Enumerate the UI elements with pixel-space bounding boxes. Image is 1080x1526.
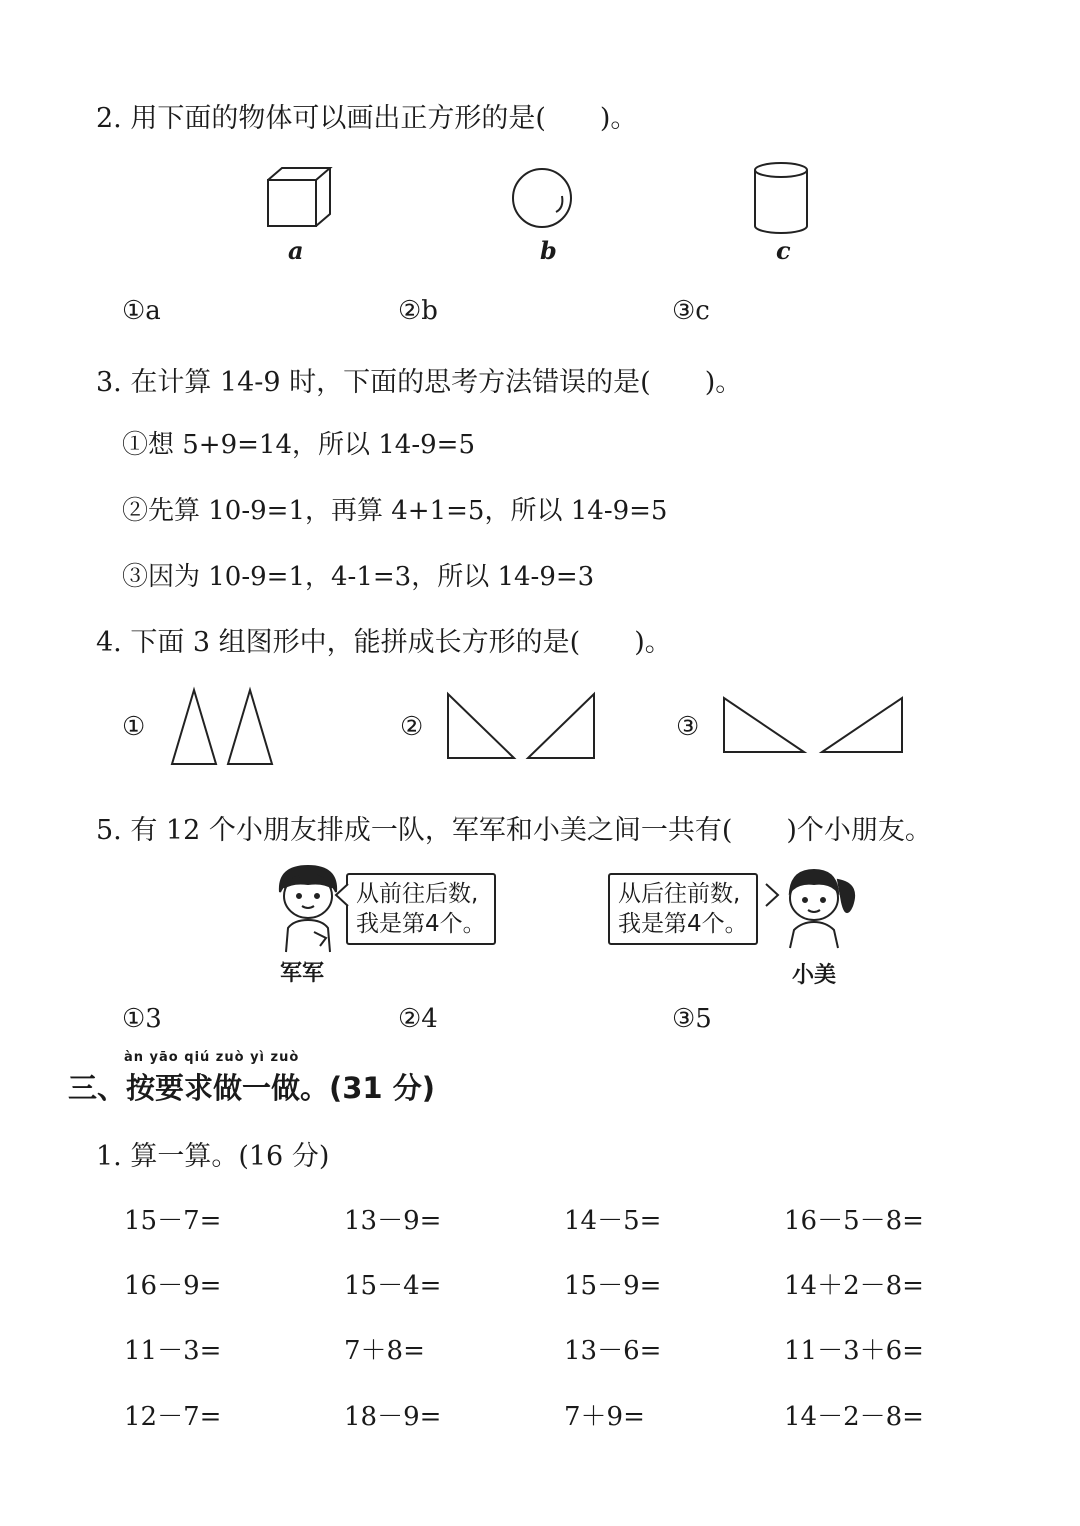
calc-item[interactable]: 16－9= bbox=[124, 1271, 222, 1301]
question-4-text: 4. 下面 3 组图形中，能拼成长方形的是( )。 bbox=[96, 627, 672, 658]
q3-option-1[interactable]: ①想 5+9=14，所以 14-9=5 bbox=[122, 430, 476, 460]
question-2-text: 2. 用下面的物体可以画出正方形的是( )。 bbox=[96, 103, 638, 134]
q4-marker-1[interactable]: ① bbox=[122, 712, 146, 742]
cube-figure bbox=[266, 166, 336, 230]
boy-speech-line-2: 我是第4个。 bbox=[356, 911, 486, 937]
boy-bubble-tail bbox=[334, 882, 348, 908]
q4-marker-2[interactable]: ② bbox=[400, 712, 424, 742]
girl-speech-line-1: 从后往前数, bbox=[618, 881, 741, 907]
girl-figure bbox=[780, 862, 860, 952]
section-3-title: 三、按要求做一做。(31 分) bbox=[68, 1071, 435, 1105]
flat-right-triangles-pair bbox=[722, 696, 906, 756]
calc-item[interactable]: 14－5= bbox=[564, 1206, 662, 1236]
section-3-pinyin: àn yāo qiú zuò yì zuò bbox=[124, 1050, 300, 1065]
calc-item[interactable]: 16－5－8= bbox=[784, 1206, 924, 1236]
girl-speech-bubble bbox=[608, 873, 758, 945]
calc-item[interactable]: 15－7= bbox=[124, 1206, 222, 1236]
figure-label-c: c bbox=[776, 236, 791, 265]
girl-speech-line-2: 我是第4个。 bbox=[618, 911, 748, 937]
calc-item[interactable]: 13－6= bbox=[564, 1336, 662, 1366]
q2-option-2[interactable]: ②b bbox=[398, 296, 438, 326]
calc-item[interactable]: 7＋8= bbox=[344, 1336, 425, 1366]
q2-option-1[interactable]: ①a bbox=[122, 296, 161, 326]
calc-item[interactable]: 15－4= bbox=[344, 1271, 442, 1301]
calc-item[interactable]: 7＋9= bbox=[564, 1402, 645, 1432]
isosceles-triangles-pair bbox=[170, 688, 280, 768]
q5-option-1[interactable]: ①3 bbox=[122, 1004, 162, 1034]
calc-item[interactable]: 14－2－8= bbox=[784, 1402, 924, 1432]
calc-title: 1. 算一算。(16 分) bbox=[96, 1141, 330, 1172]
q2-option-3[interactable]: ③c bbox=[672, 296, 710, 326]
calc-item[interactable]: 11－3= bbox=[124, 1336, 222, 1366]
q3-option-3[interactable]: ③因为 10-9=1，4-1=3，所以 14-9=3 bbox=[122, 562, 595, 592]
calc-item[interactable]: 11－3＋6= bbox=[784, 1336, 924, 1366]
cylinder-figure bbox=[752, 162, 812, 236]
girl-name: 小美 bbox=[792, 963, 837, 988]
calc-item[interactable]: 12－7= bbox=[124, 1402, 222, 1432]
calc-item[interactable]: 14＋2－8= bbox=[784, 1271, 924, 1301]
calc-item[interactable]: 15－9= bbox=[564, 1271, 662, 1301]
calc-item[interactable]: 18－9= bbox=[344, 1402, 442, 1432]
question-5-text: 5. 有 12 个小朋友排成一队，军军和小美之间一共有( )个小朋友。 bbox=[96, 815, 932, 846]
q3-option-2[interactable]: ②先算 10-9=1，再算 4+1=5，所以 14-9=5 bbox=[122, 496, 668, 526]
figure-label-a: a bbox=[288, 236, 304, 265]
q5-option-3[interactable]: ③5 bbox=[672, 1004, 712, 1034]
boy-speech-bubble bbox=[346, 873, 496, 945]
girl-bubble-tail bbox=[766, 882, 780, 908]
question-3-text: 3. 在计算 14-9 时，下面的思考方法错误的是( )。 bbox=[96, 367, 743, 398]
q4-marker-3[interactable]: ③ bbox=[676, 712, 700, 742]
right-triangles-pair bbox=[446, 692, 598, 762]
figure-label-b: b bbox=[540, 236, 557, 265]
boy-name: 军军 bbox=[280, 961, 325, 986]
boy-speech-line-1: 从前往后数, bbox=[356, 881, 479, 907]
q5-option-2[interactable]: ②4 bbox=[398, 1004, 438, 1034]
boy-figure bbox=[274, 862, 344, 954]
calc-item[interactable]: 13－9= bbox=[344, 1206, 442, 1236]
sphere-figure bbox=[510, 168, 576, 230]
